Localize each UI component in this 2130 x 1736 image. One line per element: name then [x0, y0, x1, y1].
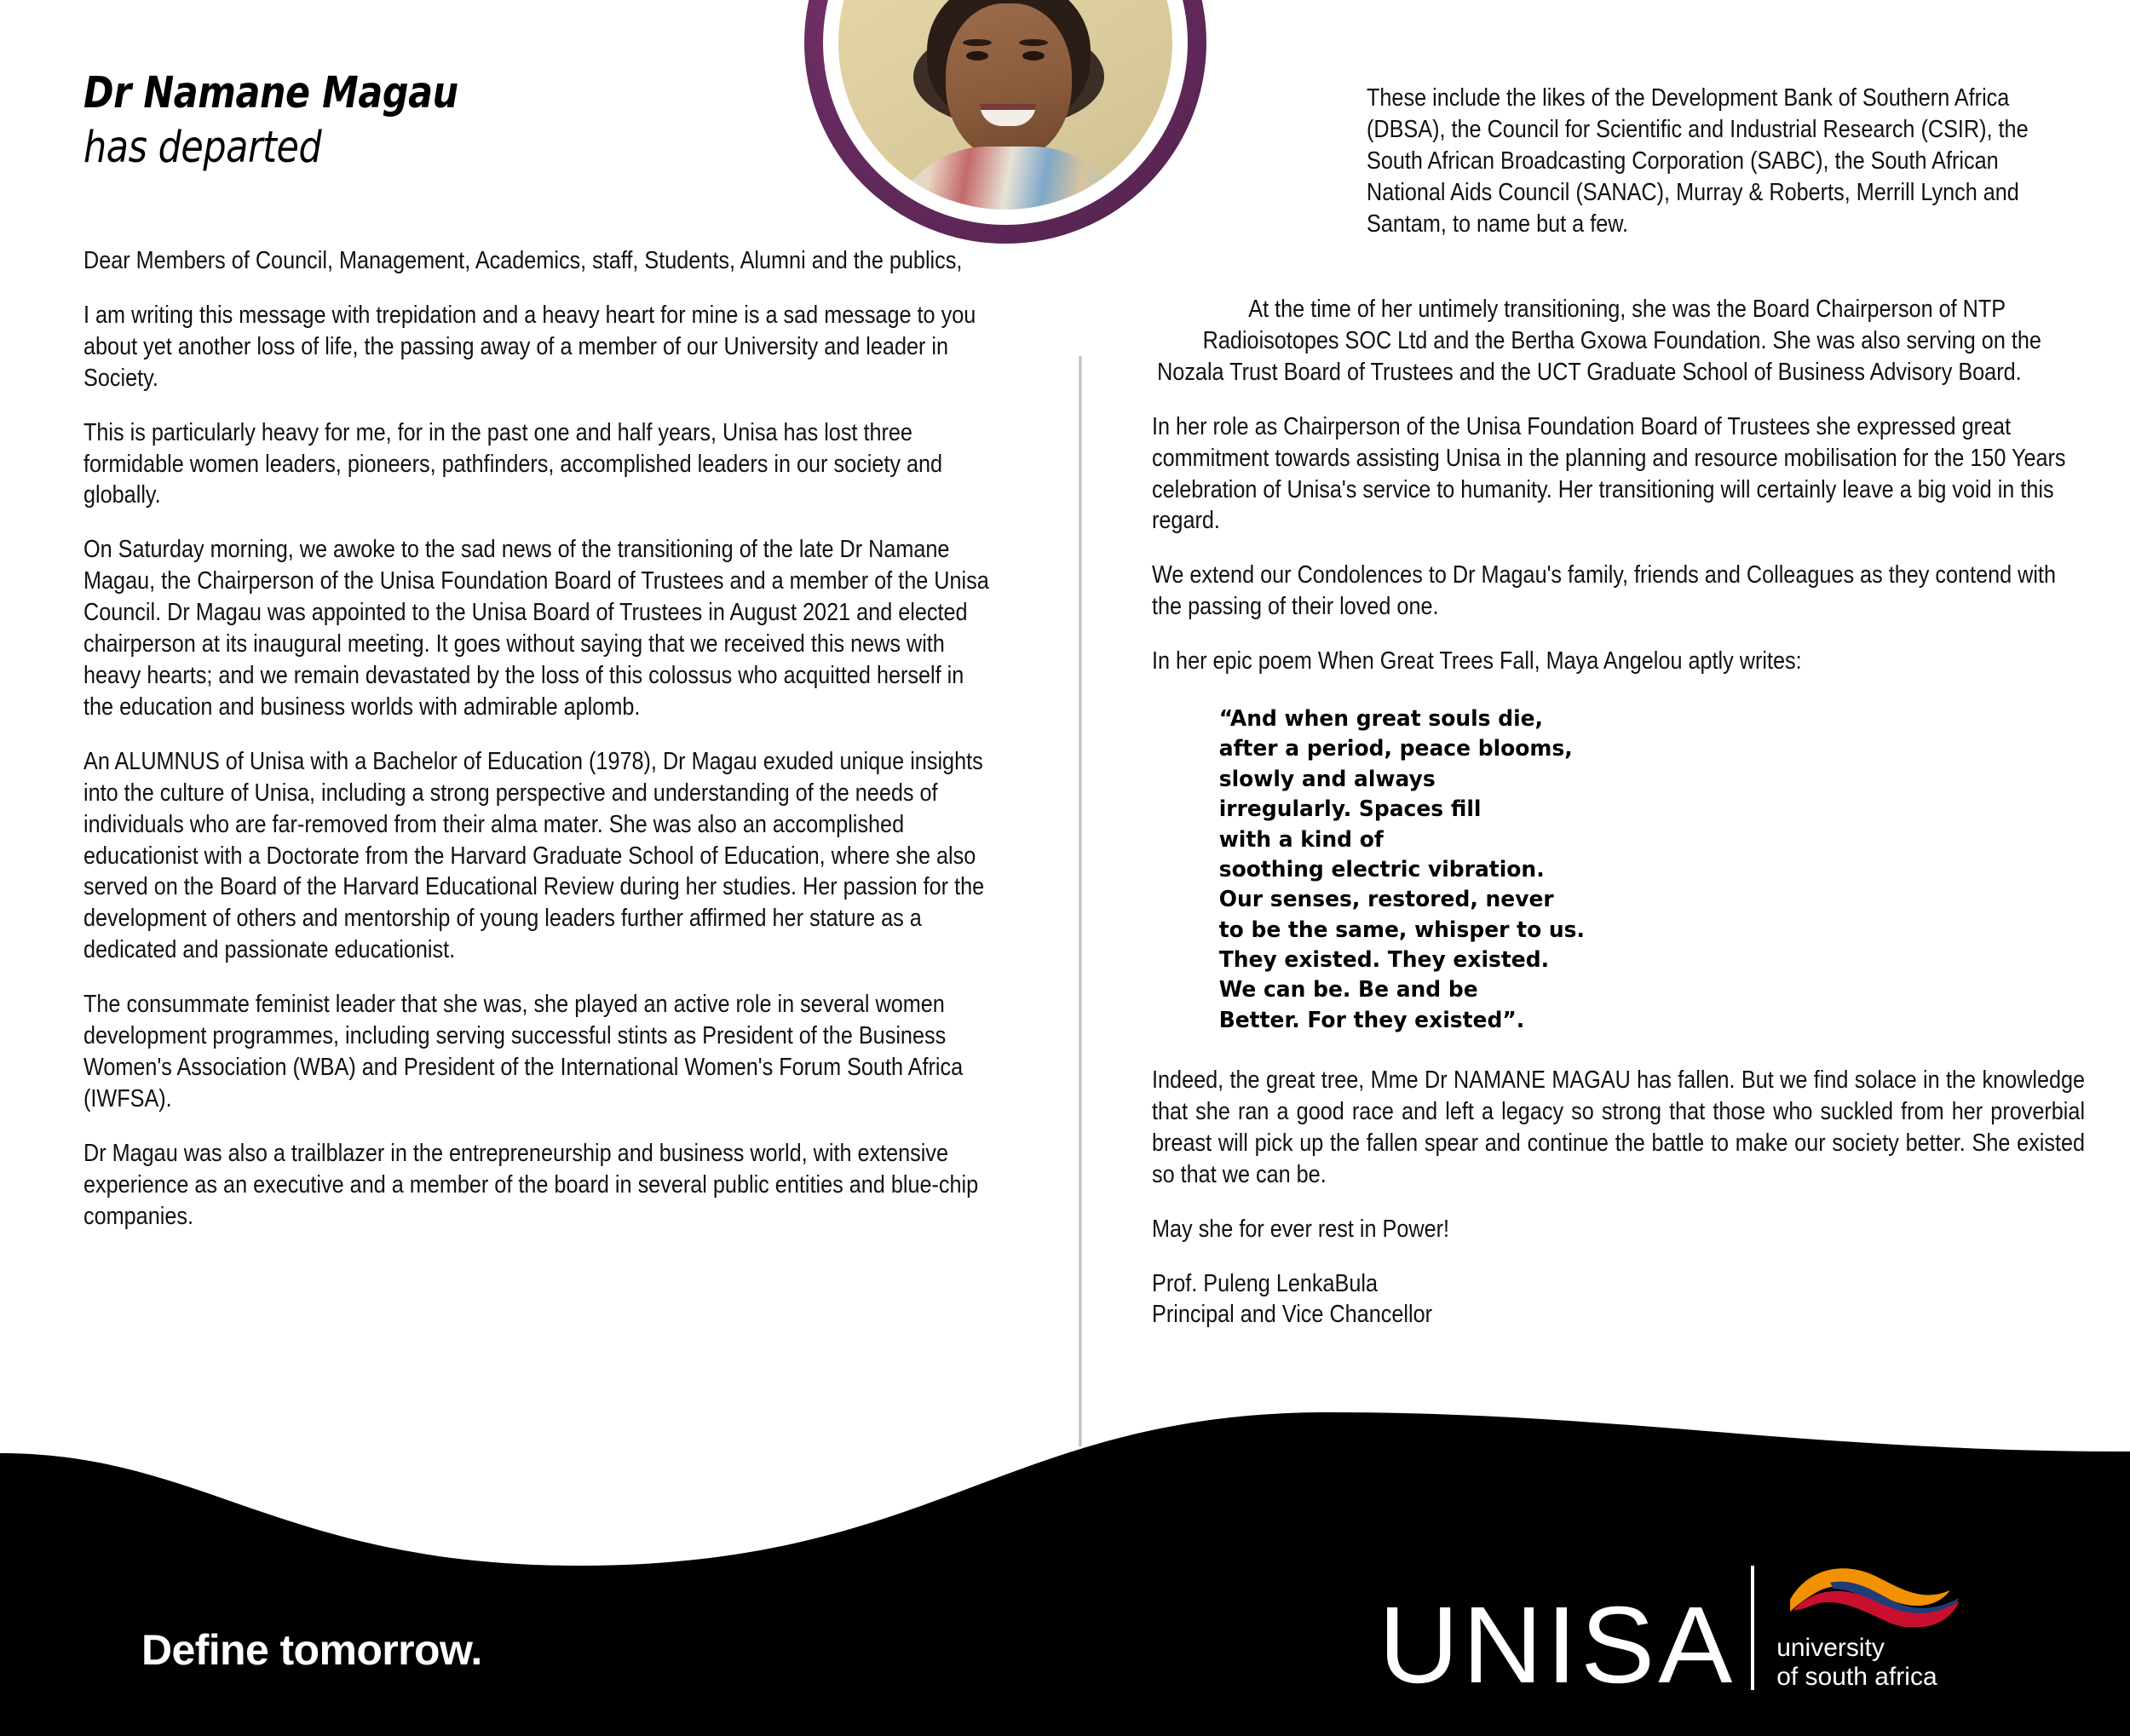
- paragraph: On Saturday morning, we awoke to the sad news of the transitioning of the late Dr Namane Magau, the Chairperson of the Unisa Foundation Board of Trustees and a member of the Unisa Council. Dr Magau was appointed to the Unisa Board of Trustees in August 2021 and elected chairperson at its inaugural meeting. It goes without saying that we received this news with heavy hearts; and we remain devastated by the loss of this colossus who acquitted herself in the education and business worlds with admirable aplomb.: [83, 536, 989, 721]
- portrait-brow-right: [1019, 39, 1048, 46]
- paragraph: In her epic poem When Great Trees Fall, Maya Angelou aptly writes:: [1152, 647, 1802, 675]
- paragraph: We extend our Condolences to Dr Magau's family, friends and Colleagues as they contend with the passing of their loved one.: [1152, 561, 2057, 621]
- paragraph: I am writing this message with trepidation and a heavy heart for mine is a sad message to you about yet another loss of life, the passing away of a member of our University and leader in Society.: [83, 301, 976, 392]
- portrait-eye-right: [1022, 51, 1045, 60]
- poem-line: to be the same, whisper to us.: [1218, 917, 1586, 943]
- signature-block: [1152, 1268, 2085, 1331]
- unisa-logo: [1379, 1564, 1979, 1707]
- portrait-eye-left: [966, 51, 988, 60]
- poem-line: soothing electric vibration.: [1218, 856, 1545, 882]
- portrait-face: [946, 3, 1072, 160]
- paragraph: May she for ever rest in Power!: [1152, 1215, 1450, 1243]
- page-title-line2: has departed: [83, 123, 322, 174]
- poem-quote: [1152, 704, 2047, 1036]
- poem-line: after a period, peace blooms,: [1218, 736, 1573, 762]
- unisa-sub-wordmark: [1776, 1634, 1979, 1692]
- poem-line: Better. For they existed”.: [1218, 1007, 1525, 1033]
- page-title-line1: Dr Namane Magau: [83, 68, 458, 118]
- paragraph: An ALUMNUS of Unisa with a Bachelor of Education (1978), Dr Magau exuded unique insights into the culture of Unisa, including a strong perspective and understanding of the needs of individuals who are far-removed from their alma mater. She was also an accomplished educationist with a Doctorate from the Harvard Graduate School of Education, where she also served on the Board of the Harvard Educational Review during her studies. Her passion for the development of others and mentorship of young leaders further affirmed her stature as a dedicated and passionate educationist.: [83, 747, 985, 964]
- poem-line: “And when great souls die,: [1218, 706, 1544, 733]
- unisa-sub-line2: of south africa: [1776, 1663, 1937, 1692]
- poem-line: irregularly. Spaces fill: [1218, 796, 1482, 823]
- letter-right-column: [1152, 294, 2085, 1354]
- paragraph-text: At the time of her untimely transitioning, she was the Board Chairperson of NTP Radioisotopes SOC Ltd and the Bertha Gxowa Foundation. She was also serving on the Nozala Trust Board of Trustees and the UCT Graduate School of Business Advisory Board.: [1157, 296, 2041, 386]
- unisa-wordmark: UNISA: [1379, 1584, 1736, 1707]
- unisa-sub-line1: university: [1776, 1634, 1885, 1663]
- poem-line: They existed. They existed.: [1218, 946, 1550, 973]
- unisa-ribbon-icon: [1776, 1566, 1979, 1627]
- signature-title: Principal and Vice Chancellor: [1152, 1301, 1433, 1329]
- poem-line: We can be. Be and be: [1218, 977, 1478, 1003]
- poem-line: Our senses, restored, never: [1218, 887, 1554, 913]
- portrait-clothing: [886, 147, 1133, 210]
- paragraph: Dr Magau was also a trailblazer in the entrepreneurship and business world, with extensive experience as an executive and a member of the board in several public entities and blue-chip companies.: [83, 1139, 979, 1230]
- paragraph: In her role as Chairperson of the Unisa Foundation Board of Trustees she expressed great commitment towards assisting Unisa in the planning and resource mobilisation for the 150 Years celebration of Unisa's service to humanity. Her transitioning will certainly leave a big void in this regard.: [1152, 412, 2066, 535]
- footer-tagline: Define tomorrow.: [141, 1626, 482, 1674]
- poem-line: slowly and always: [1218, 766, 1436, 792]
- column-divider: [1079, 356, 1082, 1446]
- paragraph: Indeed, the great tree, Mme Dr NAMANE MAGAU has fallen. But we find solace in the knowledge that she ran a good race and left a legacy so strong that those who suckled from her proverbial breast will pick up the fallen spear and continue the battle to make our society better. She existed so that we can be.: [1152, 1066, 2086, 1188]
- poem-line: with a kind of: [1218, 826, 1384, 853]
- page-title: [83, 66, 627, 176]
- portrait-brow-left: [963, 39, 992, 46]
- paragraph: This is particularly heavy for me, for in the past one and half years, Unisa has lost three formidable women leaders, pioneers, pathfinders, accomplished leaders in our society and globally.: [83, 418, 943, 509]
- paragraph: Dear Members of Council, Management, Academics, staff, Students, Alumni and the publics,: [83, 247, 963, 274]
- paragraph: [1152, 294, 2085, 388]
- signature-name: Prof. Puleng LenkaBula: [1152, 1269, 1379, 1297]
- letter-left-column: [83, 245, 997, 1255]
- letter-right-column-top: [1367, 83, 2065, 263]
- paragraph: These include the likes of the Development Bank of Southern Africa (DBSA), the Council for Scientific and Industrial Research (CSIR), the South African Broadcasting Corporation (SABC), the South African National Aids Council (SANAC), Murray & Roberts, Merrill Lynch and Santam, to name but a few.: [1367, 84, 2029, 238]
- logo-right-group: [1776, 1566, 1979, 1692]
- logo-divider-rule: [1751, 1566, 1754, 1690]
- paragraph: The consummate feminist leader that she was, she played an active role in several women development programmes, including serving successful stints as President of the Business Women's Association (WBA) and President of the International Women's Forum South Africa (IWFSA).: [83, 991, 964, 1112]
- portrait-photo: [804, 0, 1206, 244]
